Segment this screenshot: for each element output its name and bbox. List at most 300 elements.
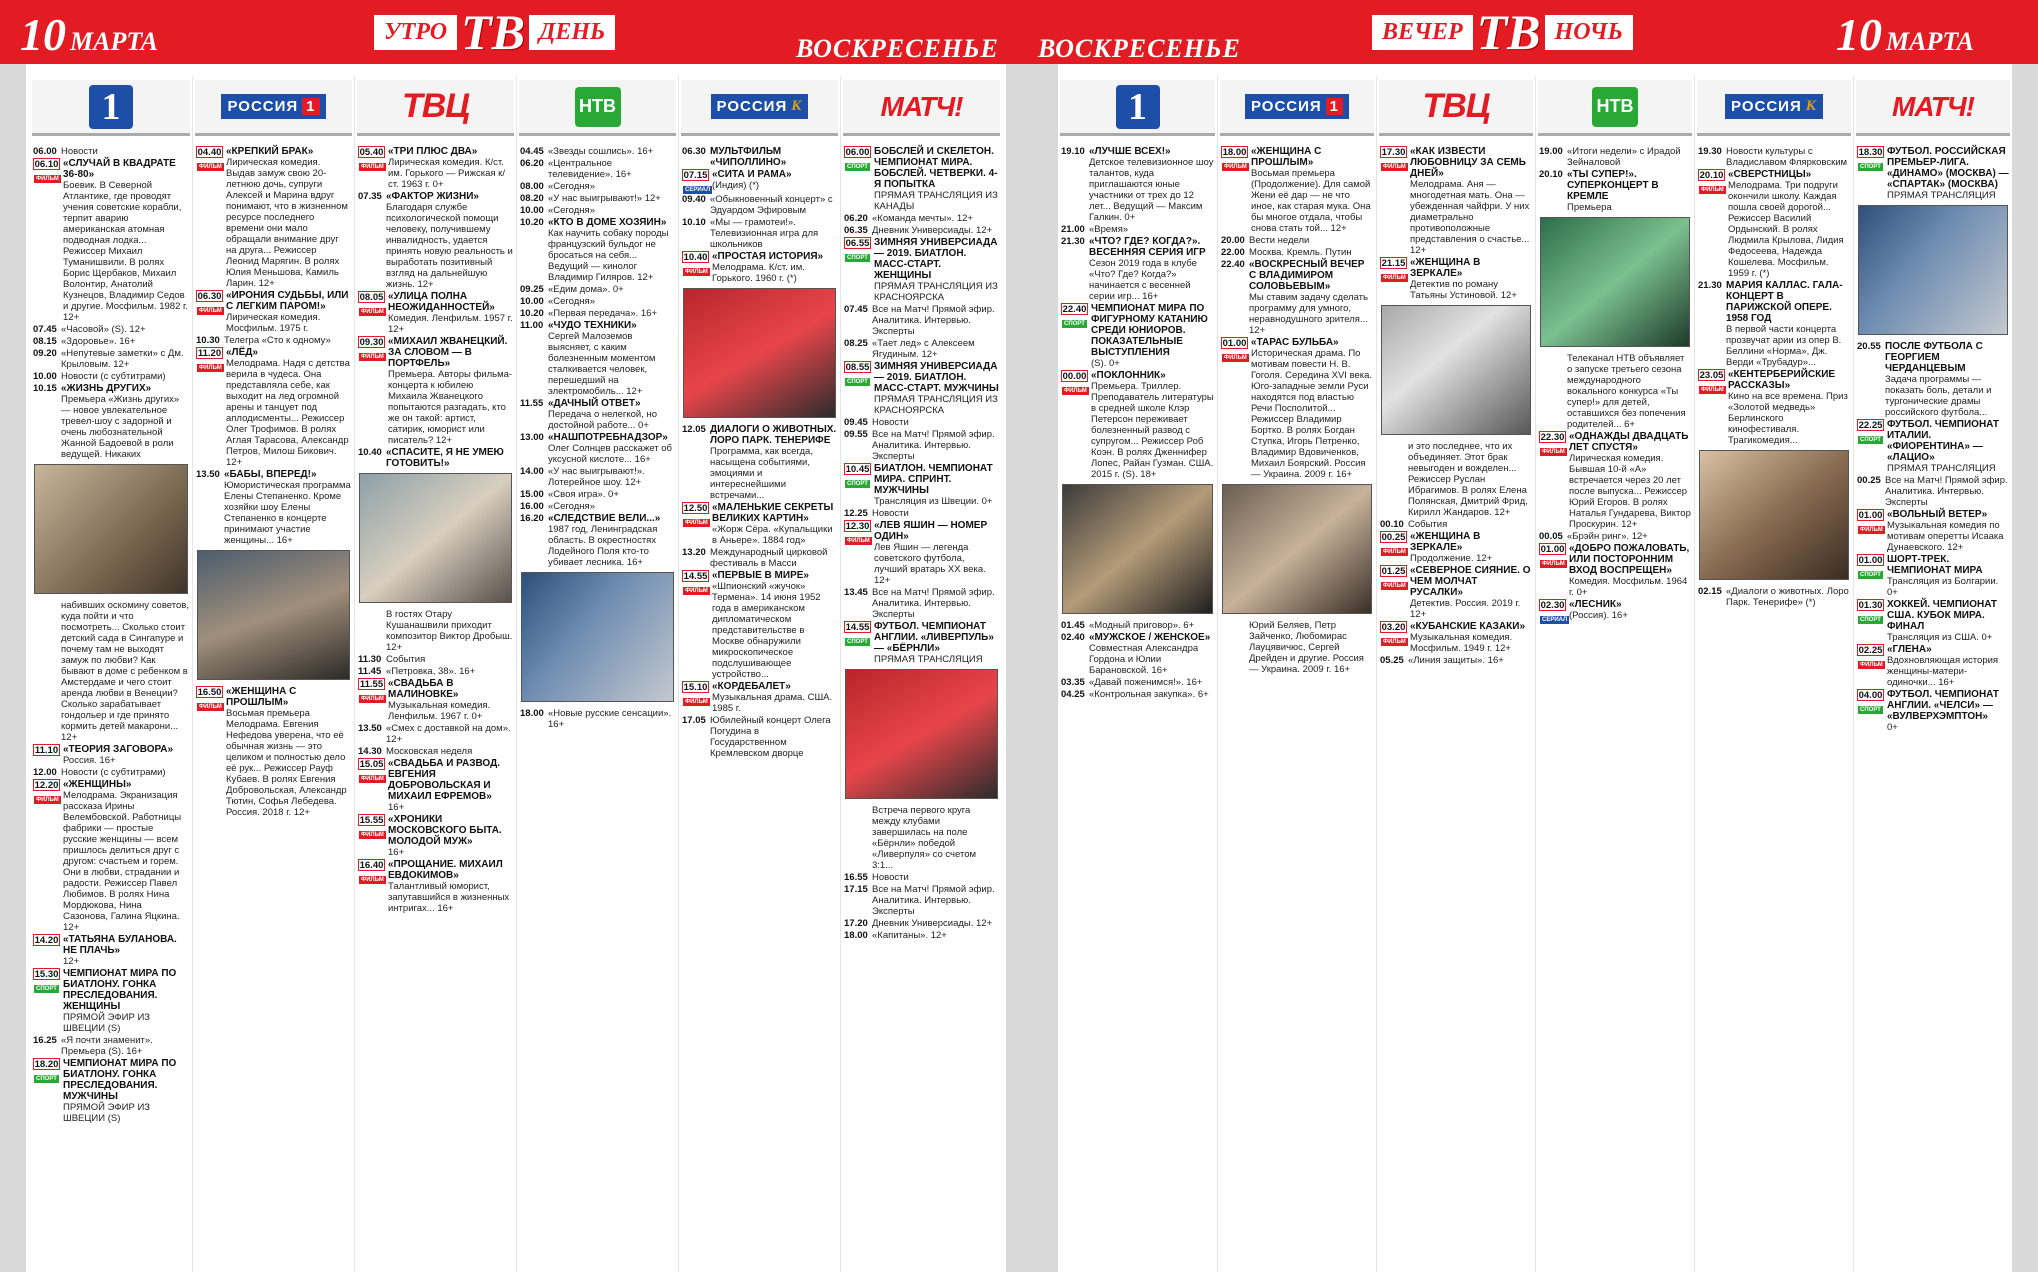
film-badge: ФИЛЬМ [199, 704, 222, 710]
program-title: «ЧУДО ТЕХНИКИ» [548, 320, 637, 331]
program-listing [33, 1058, 189, 1124]
program-time: 18.30 СПОРТ [1858, 147, 1883, 170]
program-listing [1857, 644, 2009, 688]
program-time: 13.20 [682, 547, 706, 558]
program-title: БИАТЛОН. ЧЕМПИОНАТ МИРА. СПРИНТ. МУЖЧИНЫ [874, 463, 993, 496]
program-title: «ТАТЬЯНА БУЛАНОВА. НЕ ПЛАЧЬ» [63, 934, 177, 956]
program-description: Все на Матч! Прямой эфир. Аналитика. Интервью. Эксперты [1885, 475, 2008, 508]
program-listing [1857, 689, 2009, 733]
program-listing [358, 447, 513, 469]
program-title: ПОСЛЕ ФУТБОЛА С ГЕОРГИЕМ ЧЕРДАНЦЕВЫМ [1885, 341, 1983, 374]
program-listing [1857, 419, 2009, 474]
program-title: «КУБАНСКИЕ КАЗАКИ» [1410, 621, 1526, 632]
channel-column-rk [1694, 76, 1853, 1272]
program-body [1249, 259, 1373, 336]
program-title: «ЖЕНЩИНА В ЗЕРКАЛЕ» [1410, 531, 1481, 553]
program-description: Восьмая премьера Мелодрама. Евгения Нефедова уверена, что её обычная жизнь — это целиком и полностью дело её рук... Режиссер Рауф Кубаев. В ролях Евгения Добровольская, Александр Тютин, Софья Лебедева. Россия. 2018 г. 12+ [226, 708, 347, 818]
program-description: Кино на все времена. Приз «Золотой медведь» Берлинского кинофестиваля. Трагикомедия... [1728, 391, 1848, 446]
film-badge: ФИЛЬМ [685, 699, 708, 705]
program-listing [1061, 677, 1214, 688]
program-time: 16.25 [33, 1035, 57, 1046]
left-tv-logo [374, 6, 615, 58]
right-logo-word1: ВЕЧЕР [1372, 15, 1473, 50]
program-listing [358, 336, 513, 446]
program-listing [1857, 146, 2009, 201]
program-description: Международный цирковой фестиваль в Масси [710, 547, 828, 569]
program-title: «ЧТО? ГДЕ? КОГДА?». ВЕСЕННЯЯ СЕРИЯ ИГР [1089, 236, 1206, 258]
program-body [61, 348, 189, 370]
program-description: Передача о нелегкой, но достойной работе... 0+ [548, 409, 658, 431]
program-description: Олег Солнцев расскажет об уксусной кислоте... 16+ [548, 443, 672, 465]
program-description: 16+ [388, 802, 405, 813]
program-time: 22.25 СПОРТ [1858, 420, 1883, 443]
program-description: Премьера [1567, 202, 1612, 213]
program-body [548, 501, 675, 512]
program-body [874, 146, 999, 212]
program-time: 23.05 ФИЛЬМ [1699, 370, 1724, 393]
program-body [548, 284, 675, 295]
program-listing [520, 466, 675, 488]
russia-k-logo-letter: К [791, 98, 803, 114]
program-description: Дневник Универсиады. 12+ [872, 918, 993, 929]
program-body [872, 508, 999, 519]
program-description: (Индия) (*) [712, 180, 760, 191]
program-listing [196, 335, 351, 346]
program-listing [844, 361, 999, 416]
program-listing [1380, 146, 1532, 256]
program-description: «Сегодня» [548, 205, 595, 216]
program-time: 08.15 [33, 336, 57, 347]
program-body [388, 678, 513, 722]
film-badge: ФИЛЬМ [361, 164, 384, 170]
program-listing [1221, 235, 1373, 246]
film-badge: ФИЛЬМ [361, 354, 384, 360]
program-time: 00.25 [1857, 475, 1881, 486]
program-listing [682, 194, 837, 216]
program-time: 10.00 [520, 296, 544, 307]
program-description: «Новые русские сенсации». 16+ [548, 708, 672, 730]
program-time [1380, 441, 1408, 518]
program-time: 12.20 ФИЛЬМ [34, 780, 59, 803]
program-body [1408, 441, 1532, 518]
program-time: 10.10 [682, 217, 706, 228]
program-photo [34, 464, 188, 594]
sport-badge: СПОРТ [1860, 617, 1881, 623]
program-title: «КЕНТЕРБЕРИЙСКИЕ РАССКАЗЫ» [1728, 369, 1836, 391]
film-badge: ФИЛЬМ [1542, 449, 1565, 455]
program-listing [33, 767, 189, 778]
film-badge: ФИЛЬМ [36, 176, 59, 182]
program-title: «ХРОНИКИ МОСКОВСКОГО БЫТА. МОЛОДОЙ МУЖ» [388, 814, 502, 847]
program-body [1410, 565, 1532, 620]
program-body [386, 746, 513, 757]
program-description: События [1408, 519, 1448, 530]
program-body [710, 715, 837, 759]
channel-column-rk [678, 76, 840, 1272]
program-body [226, 686, 351, 818]
program-body [226, 347, 351, 468]
sport-badge: СПОРТ [1860, 572, 1881, 578]
channel-column-match [1853, 76, 2012, 1272]
program-description: Детектив. Россия. 2019 г. 12+ [1410, 598, 1521, 620]
program-body [1726, 280, 1850, 368]
program-title: «СВАДЬБА И РАЗВОД. ЕВГЕНИЯ ДОБРОВОЛЬСКАЯ И МИХАИЛ ЕФРЕМОВ» [388, 758, 500, 802]
program-body [1410, 146, 1532, 256]
program-listing [844, 463, 999, 507]
program-body [548, 308, 675, 319]
left-gutter [0, 64, 26, 1272]
program-body [872, 587, 999, 620]
program-listing [1698, 586, 1850, 608]
program-body [548, 205, 675, 216]
program-description: «Часовой» (S). 12+ [61, 324, 146, 335]
program-body [712, 570, 837, 680]
program-body [63, 744, 189, 766]
program-listing [358, 746, 513, 757]
program-listing [844, 930, 999, 941]
program-photo [1381, 305, 1531, 435]
program-body [1251, 337, 1373, 480]
program-listing [844, 146, 999, 212]
russia1-logo-number: 1 [1326, 98, 1343, 115]
program-listing [1857, 509, 2009, 553]
program-description: Историческая драма. По мотивам повести Н. В. Гоголя. Середина XVI века. Юго-западные земли Руси находятся под властью Речи Посполитой... Режиссер Владимир Бортко. В ролях Богдан Ступка, Игорь Петренко, Владимир Вдовиченков, Михаил Боярский. Россия — Украина. 2009 г. 16+ [1251, 348, 1373, 480]
program-title: «ПЕРВЫЕ В МИРЕ» [712, 570, 809, 581]
program-title: «МИХАИЛ ЖВАНЕЦКИЙ. ЗА СЛОВОМ — В ПОРТФЕЛЬ» [388, 336, 508, 369]
program-listing [682, 570, 837, 680]
film-badge: ФИЛЬМ [361, 832, 384, 838]
program-time: 10.20 [520, 308, 544, 319]
program-listing [358, 609, 513, 653]
program-description: ПРЯМАЯ ТРАНСЛЯЦИЯ ИЗ КАНАДЫ [874, 190, 998, 212]
russia1-logo [221, 94, 325, 119]
program-body [1887, 554, 2009, 598]
program-listing [1061, 620, 1214, 631]
program-listing [844, 520, 999, 586]
program-body [1408, 655, 1532, 666]
film-badge: ФИЛЬМ [1860, 527, 1883, 533]
program-listing [1857, 341, 2009, 418]
program-listing [1857, 554, 2009, 598]
channel-column-tvc [354, 76, 516, 1272]
program-time: 12.25 [844, 508, 868, 519]
program-listing [682, 547, 837, 569]
sport-badge: СПОРТ [1860, 164, 1881, 170]
film-badge: ФИЛЬМ [361, 776, 384, 782]
program-time: 19.00 [1539, 146, 1563, 157]
program-body [874, 520, 999, 586]
left-day-label: ВОСКРЕСЕНЬЕ [796, 34, 999, 63]
program-time: 08.55 СПОРТ [845, 362, 870, 385]
film-badge: ФИЛЬМ [199, 365, 222, 371]
program-time: 22.40 [1221, 259, 1245, 270]
ser-badge: СЕРИАЛ [685, 187, 711, 193]
right-date-number: 10 [1836, 9, 1882, 60]
program-time: 10.40 ФИЛЬМ [683, 252, 708, 275]
program-title: «ОДНАЖДЫ ДВАДЦАТЬ ЛЕТ СПУСТЯ» [1569, 431, 1689, 453]
sport-badge: СПОРТ [1064, 321, 1085, 327]
sport-badge: СПОРТ [1860, 437, 1881, 443]
program-time: 06.00 [33, 146, 57, 157]
program-title: ЗИМНЯЯ УНИВЕРСИАДА — 2019. БИАТЛОН. МАСС-СТАРТ. ЖЕНЩИНЫ [874, 237, 998, 281]
program-description: «Сегодня» [548, 501, 595, 512]
program-body [61, 146, 189, 157]
program-body [712, 169, 837, 193]
program-photo [1858, 205, 2008, 335]
left-date [20, 8, 158, 61]
program-title: БОБСЛЕЙ И СКЕЛЕТОН. ЧЕМПИОНАТ МИРА. БОБСЛЕЙ. ЧЕТВЕРКИ. 4-Я ПОПЫТКА [874, 146, 998, 190]
program-listing [358, 191, 513, 290]
program-listing [844, 304, 999, 337]
program-listing [1539, 169, 1691, 213]
program-title: «ПРОЩАНИЕ. МИХАИЛ ЕВДОКИМОВ» [388, 859, 503, 881]
program-listing [682, 424, 837, 501]
left-date-number: 10 [20, 9, 66, 60]
program-title: «ЛЕСНИК» [1569, 599, 1622, 610]
left-page [30, 76, 1006, 1272]
program-time: 12.30 ФИЛЬМ [845, 521, 870, 544]
ntv-logo: НТВ [575, 87, 621, 127]
program-listing [1061, 236, 1214, 302]
program-time: 01.30 СПОРТ [1858, 600, 1883, 623]
channel-one-logo: 1 [1116, 85, 1160, 129]
program-description: Премьера. Триллер. Преподаватель литературы в средней школе Клэр Петерсон переживает болезненный развод с супругом... Режиссер Роб Коэн. В ролях Дженнифер Лопес, Райан Гузман. США. 2015 г. (S). 18+ [1091, 381, 1214, 480]
program-listing [33, 324, 189, 335]
program-body [1887, 599, 2009, 643]
program-description: «Диалоги о животных. Лоро Парк. Тенерифе» (*) [1726, 586, 1849, 608]
sport-badge: СПОРТ [847, 164, 868, 170]
program-title: «ЖИЗНЬ ДРУГИХ» [61, 383, 152, 394]
program-body [712, 681, 837, 714]
program-description: Юбилейный концерт Олега Погудина в Государственном Кремлевском дворце [710, 715, 831, 759]
program-body [61, 1035, 189, 1057]
program-listing [520, 193, 675, 204]
program-time: 06.20 [844, 213, 868, 224]
program-body [1726, 146, 1850, 168]
channel-header [1538, 80, 1692, 136]
program-listing [196, 146, 351, 289]
program-description: «Первая передача». 16+ [548, 308, 657, 319]
russia-k-logo-text: РОССИЯ [1731, 98, 1802, 115]
program-body [710, 146, 837, 168]
program-time: 11.45 [358, 666, 382, 677]
program-body [61, 371, 189, 382]
right-day-label: ВОСКРЕСЕНЬЕ [1038, 34, 1241, 63]
program-body [548, 181, 675, 192]
program-description: «Непутевые заметки» с Дм. Крыловым. 12+ [61, 348, 184, 370]
program-description: ПРЯМОЙ ЭФИР ИЗ ШВЕЦИИ (S) [63, 1012, 151, 1034]
program-listing [682, 251, 837, 284]
program-body [1887, 146, 2009, 201]
program-description: «Тает лед» с Алексеем Ягудиным. 12+ [872, 338, 975, 360]
program-body [386, 447, 513, 469]
program-description: Вдохновляющая история женщины-матери-одиночки... 16+ [1887, 655, 1999, 688]
program-description: Россия. 16+ [63, 755, 116, 766]
russia1-logo-text: РОССИЯ [1250, 98, 1322, 115]
program-time [844, 805, 872, 871]
program-listing [358, 654, 513, 665]
channel-header [1379, 80, 1533, 136]
program-body [872, 918, 999, 929]
program-body [872, 884, 999, 917]
program-time: 11.10 [34, 745, 59, 756]
right-date [1836, 8, 1974, 61]
film-badge: ФИЛЬМ [1224, 164, 1247, 170]
program-listing [33, 146, 189, 157]
program-time: 05.25 [1380, 655, 1404, 666]
program-listing [1698, 369, 1850, 446]
program-body [1091, 303, 1214, 369]
program-body [548, 146, 675, 157]
program-time: 06.55 СПОРТ [845, 238, 870, 261]
program-description: Трансляция из США. 0+ [1887, 632, 1993, 643]
program-title: «КРЕПКИЙ БРАК» [226, 146, 314, 157]
tvc-logo: ТВЦ [1422, 87, 1490, 125]
program-description: «Я почти знаменит». Премьера (S). 16+ [61, 1035, 153, 1057]
program-time: 08.00 [520, 181, 544, 192]
program-description: Трансляция из Швеции. 0+ [874, 496, 993, 507]
program-body [548, 432, 675, 465]
program-time: 04.25 [1061, 689, 1085, 700]
left-logo-word1: УТРО [374, 15, 457, 50]
sport-badge: СПОРТ [847, 639, 868, 645]
ntv-logo: НТВ [1592, 87, 1638, 127]
left-logo-tv: ТВ [461, 4, 525, 60]
program-title: «ЖЕНЩИНА В ЗЕРКАЛЕ» [1410, 257, 1481, 279]
program-description: Новости [872, 417, 909, 428]
program-description: «Итоги недели» с Ирадой Зейналовой [1567, 146, 1681, 168]
program-description: ПРЯМОЙ ЭФИР ИЗ ШВЕЦИИ (S) [63, 1102, 151, 1124]
program-listing [1221, 259, 1373, 336]
program-body [388, 859, 513, 914]
program-description: Дневник Универсиады. 12+ [872, 225, 993, 236]
russia1-logo-number: 1 [302, 98, 319, 115]
program-body [1410, 621, 1532, 654]
program-body [63, 779, 189, 933]
program-description: Новости (с субтитрами) [61, 371, 166, 382]
right-page [1058, 76, 2012, 1272]
program-title: «КОРДЕБАЛЕТ» [712, 681, 791, 692]
program-listing [1221, 620, 1373, 675]
program-body [388, 758, 513, 813]
program-listing [844, 417, 999, 428]
program-description: «У нас выигрывают!» 12+ [548, 193, 661, 204]
program-body [548, 158, 675, 180]
program-body [1728, 369, 1850, 446]
program-body [61, 383, 189, 460]
program-listing [520, 398, 675, 431]
program-listing [33, 744, 189, 766]
program-time: 11.55 [520, 398, 544, 409]
program-description: «Центральное телевидение». 16+ [548, 158, 632, 180]
program-body [712, 251, 837, 284]
program-description: Боевик. В Северной Атлантике, где проводят учения советские корабли, терпит аварию американская атомная подводная лодка... Режиссер Михаил Туманишвили. В ролях Борис Щербаков, Михаил Волонтир, Анатолий Кузнецов, Владимир Седов и другие. Мосфильм. 1982 г. 12+ [63, 180, 188, 323]
program-body [712, 502, 837, 546]
program-time: 22.40 СПОРТ [1062, 304, 1087, 327]
program-listing [196, 469, 351, 546]
program-time: 10.00 [33, 371, 57, 382]
program-body [1089, 236, 1214, 302]
program-photo [1062, 484, 1213, 614]
program-body [872, 872, 999, 883]
program-title: ХОККЕЙ. ЧЕМПИОНАТ США. КУБОК МИРА. ФИНАЛ [1887, 599, 1998, 632]
program-listing [358, 291, 513, 335]
program-time: 16.40 ФИЛЬМ [359, 860, 384, 883]
program-body [1887, 644, 2009, 688]
program-body [548, 296, 675, 307]
program-description: Сергей Малоземов выясняет, с каким болезненным моментом сталкивается человек, перешедший на электромобиль... 12+ [548, 331, 656, 397]
program-body [874, 621, 999, 665]
program-title: «СЕВЕРНОЕ СИЯНИЕ. О ЧЕМ МОЛЧАТ РУСАЛКИ» [1410, 565, 1531, 598]
sport-badge: СПОРТ [1860, 707, 1881, 713]
program-listing [1539, 353, 1691, 430]
program-body [874, 361, 999, 416]
program-title: «СПАСИТЕ, Я НЕ УМЕЮ ГОТОВИТЬ!» [386, 447, 504, 469]
program-listing [196, 290, 351, 334]
program-description: «Брэйн ринг». 12+ [1567, 531, 1648, 542]
program-time: 15.30 СПОРТ [34, 969, 59, 992]
program-photo [1222, 484, 1372, 614]
program-description: 12+ [63, 956, 80, 967]
program-title: «ЛЕВ ЯШИН — НОМЕР ОДИН» [874, 520, 988, 542]
program-description: Новости [872, 508, 909, 519]
program-listing [33, 934, 189, 967]
program-time: 10.00 [520, 205, 544, 216]
program-description: Премьера. Авторы фильма-концерта к юбилею Михаила Жванецкого попытаются разгадать, кто же он такой: артист, сатирик, юморист или писатель? 12+ [388, 369, 513, 446]
program-time: 04.45 [520, 146, 544, 157]
program-title: ЧЕМПИОНАТ МИРА ПО БИАТЛОНУ. ГОНКА ПРЕСЛЕДОВАНИЯ. ЖЕНЩИНЫ [63, 968, 177, 1012]
film-badge: ФИЛЬМ [1542, 561, 1565, 567]
program-description: Как научить собаку породы французский бульдог не бросаться на себя... Ведущий — кинолог Владимир Гиляров. 12+ [548, 228, 669, 283]
program-listing [682, 681, 837, 714]
program-listing [844, 621, 999, 665]
program-time: 11.55 ФИЛЬМ [359, 679, 384, 702]
program-listing [1061, 224, 1214, 235]
program-description: «Команда мечты». 12+ [872, 213, 973, 224]
program-time: 13.45 [844, 587, 868, 598]
program-title: ЧЕМПИОНАТ МИРА ПО БИАТЛОНУ. ГОНКА ПРЕСЛЕДОВАНИЯ. МУЖЧИНЫ [63, 1058, 177, 1102]
program-description: Мы ставим задачу сделать программу для умного, неравнодушного зрителя... 12+ [1249, 292, 1368, 336]
program-body [1251, 146, 1373, 234]
channel-column-r1 [1217, 76, 1376, 1272]
program-time: 07.15 СЕРИАЛ [683, 170, 711, 193]
program-description: Продолжение. 12+ [1410, 553, 1493, 564]
center-gutter-left [1006, 64, 1032, 1272]
program-description: В первой части концерта прозвучат арии из опер В. Беллини «Норма», Дж. Верди «Трубадур»... [1726, 324, 1842, 368]
channel-header [32, 80, 190, 136]
channel-column-tvc [1376, 76, 1535, 1272]
program-title: «ЖЕНЩИНА С ПРОШЛЫМ» [1251, 146, 1322, 168]
program-photo [845, 669, 998, 799]
program-photo [197, 550, 350, 680]
film-badge: ФИЛЬМ [1383, 549, 1406, 555]
program-body [872, 805, 999, 871]
film-badge: ФИЛЬМ [361, 309, 384, 315]
program-description: Мелодрама. Три подруги окончили школу. Каждая пошла своей дорогой... Режиссер Василий Ордынский. В ролях Людмила Крылова, Лидия Федосеева, Надежда Кошелева. Мосфильм. 1959 г. (*) [1728, 180, 1844, 279]
program-time: 20.10 ФИЛЬМ [1699, 170, 1724, 193]
program-body [1885, 475, 2009, 508]
program-time: 14.55 ФИЛЬМ [683, 571, 708, 594]
program-listing [358, 723, 513, 745]
channel-header [195, 80, 352, 136]
program-title: «ЖЕНЩИНЫ» [63, 779, 132, 790]
film-badge: ФИЛЬМ [1701, 187, 1724, 193]
program-body [1249, 235, 1373, 246]
program-time [1221, 620, 1249, 675]
program-body [1410, 531, 1532, 564]
program-title: «СЛУЧАЙ В КВАДРАТЕ 36-80» [63, 158, 176, 180]
program-body [1887, 509, 2009, 553]
